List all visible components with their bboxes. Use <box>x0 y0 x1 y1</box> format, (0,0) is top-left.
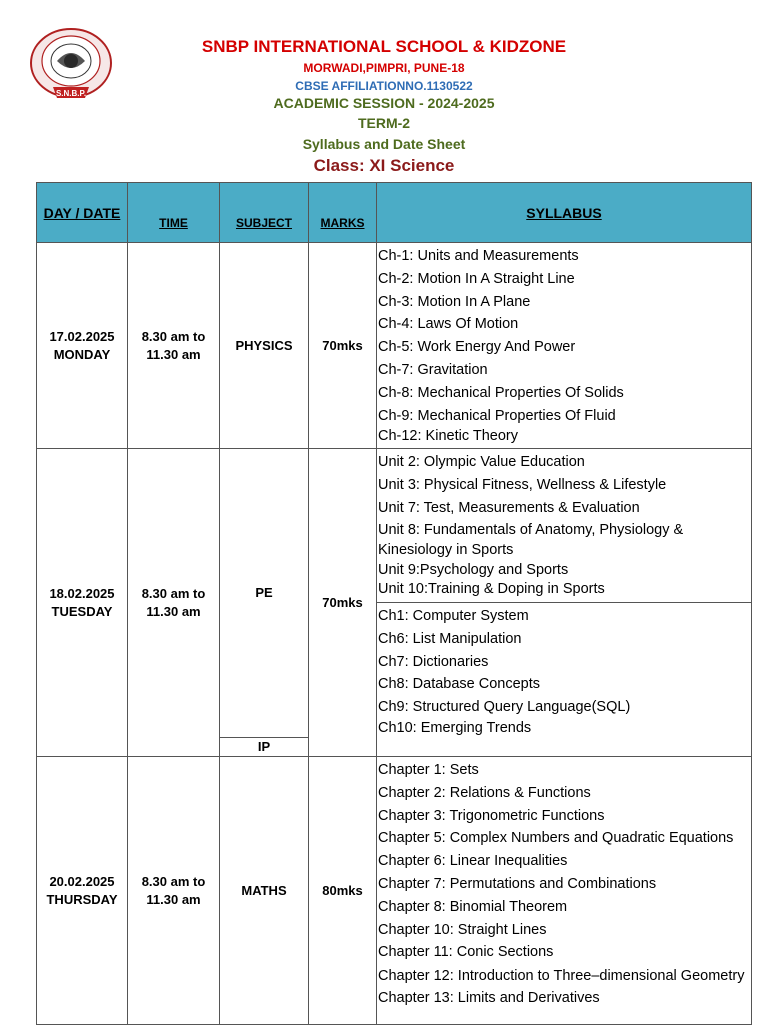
syllabus-item: Unit 8: Fundamentals of Anatomy, Physiology & Kinesiology in Sports <box>378 522 684 559</box>
exam-date: 20.02.2025 <box>49 873 115 889</box>
date-cell <box>37 449 128 757</box>
table-row <box>37 757 752 1025</box>
exam-day: TUESDAY <box>51 603 113 619</box>
time-cell <box>128 243 220 449</box>
syllabus-item: Chapter 6: Linear Inequalities <box>378 853 568 870</box>
term-label: TERM-2 <box>357 115 411 131</box>
school-address: MORWADI,PIMPRI, PUNE-18 <box>303 61 465 75</box>
subject-cell: MATHS <box>220 757 309 1025</box>
syllabus-item: Unit 3: Physical Fitness, Wellness & Lifestyle <box>378 476 667 493</box>
syllabus-item: Ch6: List Manipulation <box>378 630 522 647</box>
class-label: Class: XI Science <box>313 156 455 175</box>
syllabus-item: Ch-8: Mechanical Properties Of Solids <box>378 384 624 401</box>
syllabus-item: Chapter 1: Sets <box>378 762 479 778</box>
syllabus-item: Ch10: Emerging Trends <box>378 719 532 736</box>
marks-cell: 80mks <box>309 757 377 1025</box>
syllabus-cell <box>377 603 752 757</box>
academic-session: ACADEMIC SESSION - 2024-2025 <box>273 95 495 111</box>
exam-day: MONDAY <box>53 346 111 362</box>
marks-cell: 70mks <box>309 243 377 449</box>
logo-text: S.N.B.P. <box>55 89 87 98</box>
syllabus-item: Ch8: Database Concepts <box>378 676 541 693</box>
syllabus-item: Ch-7: Gravitation <box>378 361 488 378</box>
header-syllabus: SYLLABUS <box>377 183 752 243</box>
school-name: SNBP INTERNATIONAL SCHOOL & KIDZONE <box>201 37 567 56</box>
syllabus-item: Ch-3: Motion In A Plane <box>378 293 531 310</box>
syllabus-item: Ch-5: Work Energy And Power <box>378 339 576 356</box>
header-time: TIME <box>128 183 220 243</box>
syllabus-item: Ch7: Dictionaries <box>378 653 489 670</box>
syllabus-item: Unit 10:Training & Doping in Sports <box>378 581 605 598</box>
table-header-row <box>37 183 752 243</box>
syllabus-item: Unit 7: Test, Measurements & Evaluation <box>378 499 640 516</box>
time-line-2: 11.30 am <box>146 891 201 907</box>
header-marks: MARKS <box>309 183 377 243</box>
syllabus-item: Ch9: Structured Query Language(SQL) <box>378 699 631 716</box>
syllabus-item: Ch-4: Laws Of Motion <box>378 316 519 333</box>
cbse-affiliation: CBSE AFFILIATIONNO.1130522 <box>295 79 473 93</box>
syllabus-item: Unit 2: Olympic Value Education <box>378 454 585 470</box>
time-line-2: 11.30 am <box>146 603 201 619</box>
syllabus-item: Chapter 7: Permutations and Combinations <box>378 875 657 892</box>
subject-cell: PHYSICS <box>220 243 309 449</box>
syllabus-item: Ch1: Computer System <box>378 608 529 624</box>
exam-day: THURSDAY <box>46 891 118 907</box>
syllabus-cell <box>377 243 752 449</box>
syllabus-item: Ch-12: Kinetic Theory <box>378 428 518 445</box>
syllabus-item: Chapter 13: Limits and Derivatives <box>378 990 600 1007</box>
time-line-1: 8.30 am to <box>141 585 206 601</box>
syllabus-item: Unit 9:Psychology and Sports <box>378 562 569 579</box>
sheet-title: Syllabus and Date Sheet <box>302 136 466 152</box>
syllabus-item: Ch-9: Mechanical Properties Of Fluid <box>378 407 616 424</box>
header-day-date: DAY / DATE <box>37 183 128 243</box>
syllabus-item: Chapter 3: Trigonometric Functions <box>378 807 605 824</box>
date-sheet-table <box>36 182 752 1025</box>
subject-cell: PE <box>220 449 309 738</box>
time-cell <box>128 757 220 1025</box>
marks-cell: 70mks <box>309 449 377 757</box>
header-subject: SUBJECT <box>220 183 309 243</box>
exam-date: 17.02.2025 <box>49 328 115 344</box>
table-row <box>37 243 752 449</box>
syllabus-item: Ch-1: Units and Measurements <box>378 248 579 264</box>
time-cell <box>128 449 220 757</box>
syllabus-item: Ch-2: Motion In A Straight Line <box>378 270 575 287</box>
time-line-2: 11.30 am <box>146 346 201 362</box>
syllabus-item: Chapter 2: Relations & Functions <box>378 784 591 801</box>
time-line-1: 8.30 am to <box>141 328 206 344</box>
exam-date: 18.02.2025 <box>49 585 115 601</box>
syllabus-item: Chapter 12: Introduction to Three–dimensional Geometry <box>378 968 745 985</box>
time-line-1: 8.30 am to <box>141 873 206 889</box>
date-cell <box>37 243 128 449</box>
syllabus-cell <box>377 757 752 1025</box>
syllabus-item: Chapter 5: Complex Numbers and Quadratic Equations <box>378 830 734 847</box>
table-row <box>37 449 752 603</box>
syllabus-item: Chapter 10: Straight Lines <box>378 921 547 938</box>
date-cell <box>37 757 128 1025</box>
syllabus-cell <box>377 449 752 603</box>
subject-cell-ip: IP <box>220 738 309 757</box>
syllabus-item: Chapter 8: Binomial Theorem <box>378 898 568 915</box>
syllabus-item: Chapter 11: Conic Sections <box>378 944 554 961</box>
